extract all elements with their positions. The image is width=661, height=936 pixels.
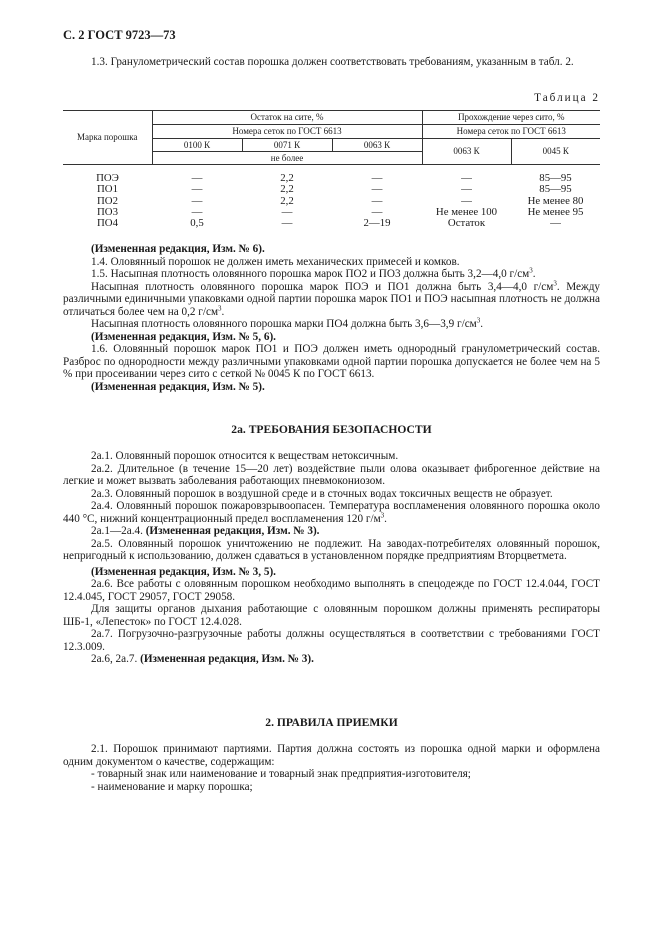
text: Насыпная плотность оловянного порошка марки ПО4 должна быть 3,6—3,9 г/см — [91, 318, 477, 330]
table-cell: 85—95 — [539, 183, 572, 196]
text: 2а.1—2а.4. — [91, 525, 143, 537]
table-cell: — — [550, 217, 561, 230]
list-item: - наименование и марку порошка; — [91, 780, 253, 793]
section-1-3 — [63, 56, 600, 69]
table-cell: 2—19 — [363, 217, 391, 230]
paragraph-1-5a: 1.5. Насыпная плотность оловянного порошка марок ПО2 и ПО3 должна быть 3,2—4,0 $г/см^3$. — [91, 266, 536, 280]
no-more-label: не более — [152, 152, 422, 165]
paragraph-2a5: 2а.5. Оловянный порошок уничтожению не подлежит. На заводах-потребителях оловянный порошок, непригодный к использованию, должен сдаваться в установленном порядке предприятиям Вторцветмета. — [63, 537, 600, 562]
paragraph-2-1: 2.1. Порошок принимают партиями. Партия должна состоять из порошка одной марки и оформлена одним документом о качестве, содержащим: — [63, 743, 600, 768]
table-cell: — — [281, 217, 293, 230]
table-cell: — — [191, 172, 203, 184]
table-row — [63, 207, 600, 218]
table-cell: Остаток — [447, 217, 486, 230]
paragraph-2a3: 2а.3. Оловянный порошок в воздушной среде и в сточных водах токсичных веществ не образует. — [91, 487, 553, 500]
list-item: - товарный знак или наименование и товарный знак предприятия-изготовителя; — [91, 768, 471, 780]
table-cell: — — [371, 172, 383, 184]
paragraph-1-3: 1.3. Гранулометрический состав порошка должен соответствовать требованиям, указанным в табл. 2. — [91, 56, 574, 68]
table-cell: — — [371, 183, 383, 196]
superscript: 3 — [218, 303, 222, 312]
superscript: 3 — [553, 278, 557, 287]
text: Насыпная плотность оловянного порошка марок ПОЭ и ПО1 должна быть 3,4—4,0 г/см — [91, 280, 554, 293]
table-title: Таблица 2 — [534, 92, 600, 104]
paragraph-2a6-7-edition — [63, 653, 600, 666]
superscript: 3 — [529, 266, 533, 275]
table-cell: — — [461, 194, 472, 207]
pass-col-0063: 0063 К — [422, 139, 511, 165]
group-residue-header: Остаток на сите, % — [152, 111, 422, 125]
sub-col-0071: 0071 К — [242, 139, 332, 152]
paragraph-2a6b: Для защиты органов дыхания работающие с оловянным порошком должны применять респираторы ШБ-1, «Лепесток» по ГОСТ 12.4.028. — [63, 603, 600, 628]
table-cell: ПОЭ — [96, 172, 119, 184]
mesh-label-residue: Номера сеток по ГОСТ 6613 — [152, 125, 422, 139]
paragraph-2a4: 2а.4. Оловянный порошок пожаровзрывоопасен. Температура воспламенения оловянного порошка около 440 °С, нижний концентрационный предел воспламенения 120 $г/м^3$. — [63, 500, 600, 525]
table-header — [63, 110, 600, 165]
paragraph-1-4: 1.4. Оловянный порошок не должен иметь механических примесей и комков. — [91, 255, 460, 268]
table-row — [63, 218, 600, 229]
edition-note-3-5: (Измененная редакция, Изм. № 3, 5). — [91, 565, 276, 578]
section-1-4-to-1-6 — [63, 243, 600, 393]
group-pass-header: Прохождение через сито, % — [422, 111, 600, 125]
text: 2а.6, 2а.7. — [91, 653, 138, 665]
table-row — [63, 196, 600, 207]
table-cell: ПО1 — [97, 183, 118, 196]
paragraph-2a1: 2а.1. Оловянный порошок относится к веществам нетоксичным. — [91, 450, 399, 462]
edition-note-5: (Измененная редакция, Изм. № 5). — [91, 380, 265, 393]
table-body — [63, 173, 600, 229]
table-cell: 2,2 — [280, 194, 294, 207]
paragraph-2a1-4-edition — [63, 525, 600, 538]
table-cell: — — [191, 205, 203, 218]
table-cell: 2,2 — [280, 172, 294, 184]
edition-note-5-6: (Измененная редакция, Изм. № 5, 6). — [91, 330, 276, 343]
sub-col-0100: 0100 К — [152, 139, 242, 152]
section-2a — [63, 450, 600, 666]
text: 1.5. Насыпная плотность оловянного порошка марок ПО2 и ПО3 должна быть 3,2—4,0 г/см — [91, 268, 530, 280]
superscript: 3 — [476, 316, 481, 325]
table-cell: — — [191, 183, 203, 196]
edition-note-3: (Измененная редакция, Изм. № 3). — [145, 525, 320, 537]
table-cell: — — [371, 205, 383, 218]
paragraph-2a7: 2а.7. Погрузочно-разгрузочные работы должны осуществляться в соответствии с требованиями ГОСТ 12.3.009. — [63, 628, 600, 653]
mesh-label-pass: Номера сеток по ГОСТ 6613 — [422, 125, 600, 139]
table-cell: Не менее 95 — [527, 205, 584, 218]
sub-col-0063: 0063 К — [332, 139, 422, 152]
text: . Между различными единичными упаковками одной партии порошка марок ПО1 и ПОЭ насыпная плотность не должна отличаться более чем на 0,2 г/см — [63, 280, 601, 318]
heading-2a: 2а. ТРЕБОВАНИЯ БЕЗОПАСНОСТИ — [231, 423, 432, 436]
edition-note-6: (Измененная редакция, Изм. № 6). — [91, 243, 265, 255]
table-row — [63, 184, 600, 195]
table-cell: — — [281, 205, 293, 218]
pass-col-0045: 0045 К — [511, 139, 600, 165]
table-cell: — — [461, 172, 472, 184]
table-cell: ПО2 — [97, 194, 118, 207]
superscript: 3 — [380, 510, 385, 519]
table-cell: Не менее 80 — [527, 194, 584, 207]
table-cell: ПО4 — [97, 217, 118, 230]
table-cell: Не менее 100 — [435, 205, 498, 218]
paragraph-2a6: 2а.6. Все работы с оловянным порошком необходимо выполнять в спецодежде по ГОСТ 12.4.044, ГОСТ 12.4.045, ГОСТ 29057, ГОСТ 29058. — [63, 578, 600, 603]
table-cell: ПО3 — [97, 205, 118, 218]
edition-note-3: (Измененная редакция, Изм. № 3). — [140, 653, 314, 665]
section-2 — [63, 743, 600, 793]
paragraph-2a2: 2а.2. Длительное (в течение 15—20 лет) воздействие пыли олова оказывает фиброгенное действие на легкие и может вызвать заболевания работающих пневмокониозом. — [63, 462, 600, 487]
col-grade-header: Марка порошка — [63, 111, 152, 165]
table-cell: 0,5 — [190, 217, 204, 230]
paragraph-1-5c: Насыпная плотность оловянного порошка марки ПО4 должна быть 3,6—3,9 $г/см^3$. — [91, 316, 484, 330]
table-cell: 85—95 — [539, 172, 572, 184]
table-cell: — — [191, 194, 203, 207]
table-cell: — — [371, 194, 383, 207]
table-cell: 2,2 — [280, 183, 294, 196]
paragraph-1-5b: Насыпная плотность оловянного порошка марок ПОЭ и ПО1 должна быть 3,4—4,0 $г/см^3$. Между различными единичными упаковками одной партии порошка марок ПО1 и ПОЭ насыпная плотность не должна отличаться более чем на 0,2 $г/см^3$. — [63, 278, 601, 318]
paragraph-1-6: 1.6. Оловянный порошок марок ПО1 и ПОЭ должен иметь однородный гранулометрический состав. Разброс по однородности между различными упаковками одной партии порошка допускается не более чем на 5 % при просеивании через сито с сеткой № 0045 К по ГОСТ 6613. — [63, 343, 600, 380]
heading-2: 2. ПРАВИЛА ПРИЕМКИ — [265, 716, 398, 729]
text: 2а.4. Оловянный порошок пожаровзрывоопасен. Температура воспламенения оловянного порошка около 440 °С, нижний концентрационный предел воспламенения 120 г/м — [63, 500, 600, 525]
page-header: С. 2 ГОСТ 9723—73 — [63, 28, 176, 42]
table-cell: — — [461, 183, 472, 196]
table-row — [63, 173, 600, 184]
